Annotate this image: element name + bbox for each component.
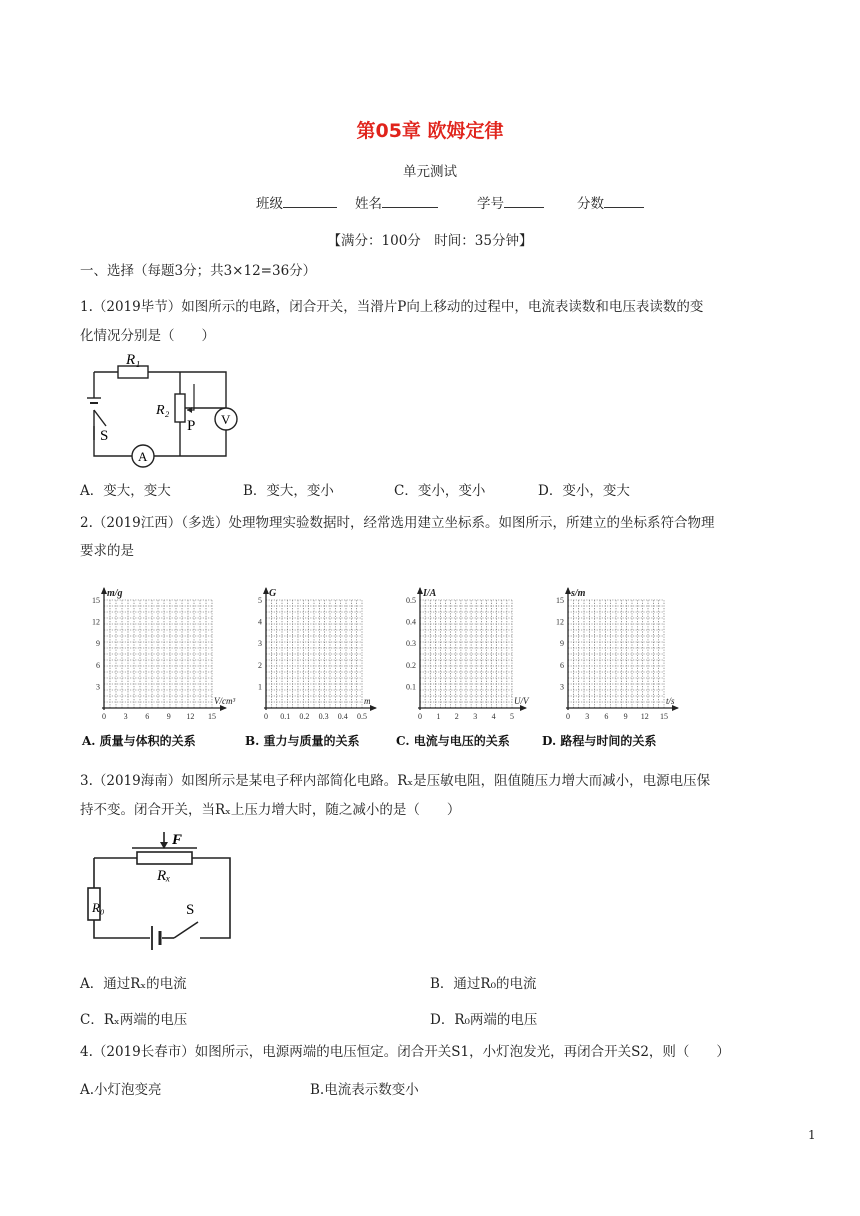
q1-r1-label: R₁	[126, 352, 141, 368]
q2-stem-line2: 要求的是	[80, 543, 134, 559]
y-tick-label: 0.5	[406, 596, 416, 605]
x-tick-label: 6	[145, 712, 150, 720]
x-tick-label: 3	[585, 712, 590, 720]
x-tick-label: 15	[660, 712, 668, 720]
q3-option-c[interactable]: C．Rₓ两端的电压	[80, 1012, 188, 1028]
q3-circuit-diagram	[82, 830, 242, 962]
x-tick-label: 0	[102, 712, 106, 720]
q1-circuit-diagram	[76, 350, 246, 468]
page-subtitle: 单元测试	[403, 164, 457, 180]
x-tick-label: 0.4	[337, 712, 348, 720]
section-heading: 一、选择（每题3分；共3×12=36分）	[80, 263, 317, 279]
q4-option-a[interactable]: A.小灯泡变亮	[80, 1082, 162, 1098]
q2-graph-d	[550, 580, 700, 720]
x-tick-label: 2	[454, 712, 459, 720]
grid-lines	[104, 600, 212, 708]
y-tick-label: 9	[560, 639, 564, 649]
x-tick-label: 3	[473, 712, 478, 720]
q2-stem-line1: 2.（2019江西）（多选）处理物理实验数据时，经常选用建立坐标系。如图所示，所建立的坐标系符合物理	[80, 515, 715, 531]
x-tick-label: 15	[208, 712, 216, 720]
page-title: 第05章 欧姆定律	[356, 120, 504, 142]
q1-option-d[interactable]: D．变小，变大	[538, 483, 630, 499]
q3-option-b[interactable]: B．通过R₀的电流	[430, 976, 537, 992]
q1-ammeter-label: A	[138, 449, 148, 464]
q1-option-c[interactable]: C．变小，变小	[394, 483, 486, 499]
y-tick-label: 9	[96, 639, 100, 649]
q3-r0-label: R₀	[92, 900, 105, 915]
q2-caption-c[interactable]: C. 电流与电压的关系	[396, 734, 510, 748]
name-field	[355, 192, 438, 212]
q1-option-a[interactable]: A．变大，变大	[80, 483, 171, 499]
y-tick-label: 15	[92, 596, 100, 605]
score-time-line: 【满分：100分 时间：35分钟】	[327, 233, 533, 249]
q3-option-d[interactable]: D．R₀两端的电压	[430, 1012, 538, 1028]
y-tick-label: 0.2	[406, 660, 416, 670]
q3-stem-line2: 持不变。闭合开关，当Rₓ上压力增大时，随之减小的是（ ）	[80, 802, 461, 818]
q3-rx-resistor	[137, 852, 192, 864]
y-tick-label: 0.3	[406, 639, 416, 649]
grid-lines	[266, 600, 362, 708]
q4-option-b[interactable]: B.电流表示数变小	[310, 1082, 419, 1098]
q1-r2-rheostat	[175, 394, 185, 422]
axes	[264, 588, 376, 710]
score-label: 分数	[577, 196, 604, 212]
axes	[566, 588, 678, 710]
q4-stem: 4.（2019长春市）如图所示，电源两端的电压恒定。闭合开关S1，小灯泡发光，再闭合开关S2，则（ ）	[80, 1044, 730, 1060]
q2-caption-d[interactable]: D. 路程与时间的关系	[542, 734, 657, 748]
number-blank	[504, 193, 544, 208]
y-axis-label: s/m	[571, 588, 586, 599]
y-tick-label: 6	[560, 660, 564, 670]
number-label: 学号	[477, 196, 504, 212]
x-tick-label: 9	[623, 712, 628, 720]
score-field	[577, 192, 644, 212]
score-blank	[604, 193, 644, 208]
page-number: 1	[808, 1128, 816, 1142]
x-tick-label: 12	[186, 712, 195, 720]
number-field	[477, 192, 544, 212]
q2-graph-c	[398, 580, 548, 720]
q1-s-label: S	[100, 428, 109, 444]
q1-p-label: P	[187, 418, 196, 434]
x-tick-label: 4	[491, 712, 496, 720]
x-tick-label: 0.1	[280, 712, 291, 720]
x-tick-label: 3	[123, 712, 128, 720]
q3-f-label: F	[172, 832, 183, 848]
y-tick-label: 12	[92, 617, 100, 627]
q1-slider-wire	[187, 384, 194, 410]
y-axis-label: I/A	[423, 588, 437, 599]
q2-caption-a[interactable]: A. 质量与体积的关系	[82, 734, 196, 748]
grid-lines	[568, 600, 664, 708]
x-axis-arrow	[370, 705, 377, 711]
q3-stem-line1: 3.（2019海南）如图所示是某电子秤内部简化电路。Rₓ是压敏电阻，阻值随压力增大而减小，电源电压保	[80, 773, 711, 789]
q2-graphs	[74, 580, 694, 748]
q1-stem-line2: 化情况分别是（ ）	[80, 328, 215, 344]
y-tick-label: 0.1	[406, 682, 416, 692]
class-label: 班级	[256, 196, 283, 212]
x-tick-label: 12	[640, 712, 649, 720]
q3-option-a[interactable]: A．通过Rₓ的电流	[80, 976, 187, 992]
y-tick-label: 3	[560, 682, 564, 692]
x-tick-label: 0	[418, 712, 422, 720]
q1-stem-line1: 1.（2019毕节）如图所示的电路，闭合开关，当滑片P向上移动的过程中，电流表读数和电压表读数的变	[80, 299, 704, 315]
x-tick-label: 0	[264, 712, 268, 720]
x-tick-label: 5	[510, 712, 514, 720]
x-axis-label: t/s	[666, 696, 675, 706]
x-tick-label: 0	[566, 712, 570, 720]
q2-graph-a	[74, 580, 244, 720]
y-tick-label: 0.4	[406, 617, 416, 627]
name-blank	[382, 193, 438, 208]
y-tick-label: 15	[556, 596, 564, 605]
x-axis-label: V/cm³	[214, 696, 236, 706]
x-tick-label: 1	[436, 712, 441, 720]
q1-voltmeter-label: V	[221, 412, 231, 427]
y-axis-label: G	[269, 588, 277, 599]
y-tick-label: 5	[258, 596, 262, 605]
x-tick-label: 0.2	[299, 712, 310, 720]
q1-r2-label: R₂	[156, 403, 170, 418]
y-tick-label: 1	[258, 682, 262, 692]
y-tick-label: 2	[258, 660, 262, 670]
name-label: 姓名	[355, 196, 382, 212]
x-axis-label: U/V	[514, 696, 529, 706]
q3-rx-label: Rₓ	[157, 868, 171, 884]
y-tick-label: 3	[96, 682, 100, 692]
q2-graph-b	[246, 580, 396, 720]
x-tick-label: 0.3	[318, 712, 329, 720]
q1-option-b[interactable]: B．变大，变小	[243, 483, 334, 499]
x-tick-label: 0.5	[357, 712, 367, 720]
y-tick-label: 6	[96, 660, 100, 670]
y-axis-label: m/g	[107, 588, 123, 599]
q3-s-label: S	[186, 902, 195, 918]
x-tick-label: 6	[604, 712, 609, 720]
q2-caption-b[interactable]: B. 重力与质量的关系	[245, 734, 360, 748]
y-tick-label: 12	[556, 617, 564, 627]
y-tick-label: 3	[258, 639, 262, 649]
x-axis-label: m	[364, 696, 371, 706]
class-field	[256, 192, 337, 212]
grid-lines	[420, 600, 512, 708]
y-tick-label: 4	[258, 617, 262, 627]
class-blank	[283, 193, 337, 208]
x-tick-label: 9	[166, 712, 171, 720]
